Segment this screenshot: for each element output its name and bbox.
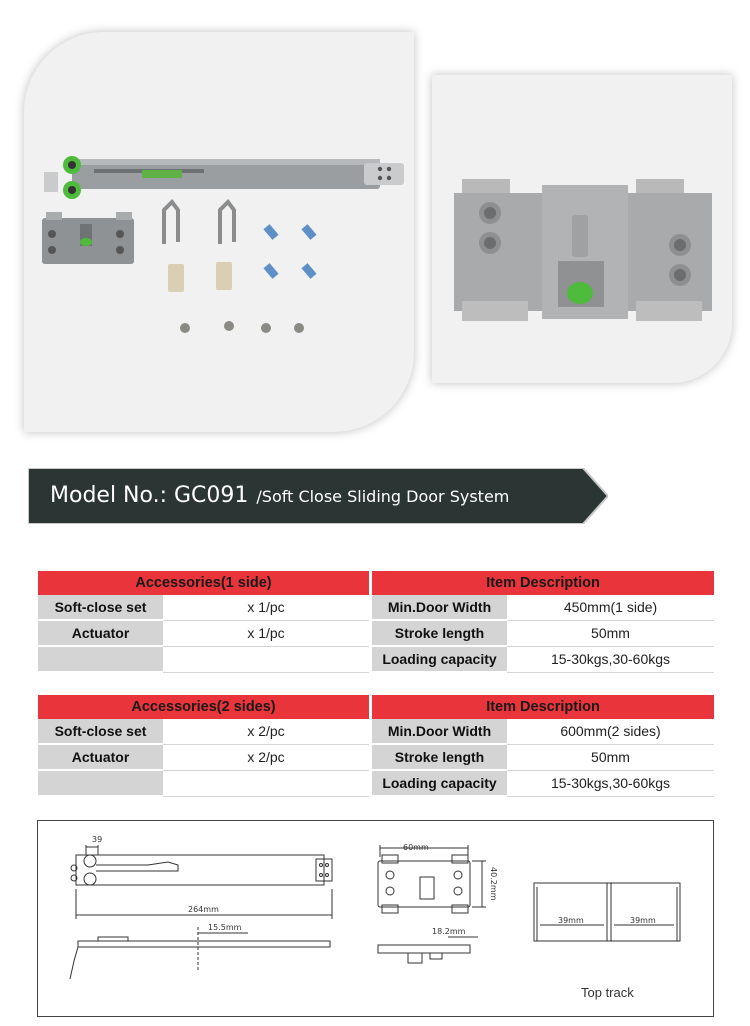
dim-label: 18.2mm — [432, 927, 466, 936]
item-name: Stroke length — [372, 744, 507, 770]
dim-label: 60mm — [403, 843, 429, 852]
table-header-item-description: Item Description — [372, 571, 714, 595]
item-value: 15-30kgs,30-60kgs — [507, 770, 714, 796]
accessory-qty — [163, 770, 369, 796]
top-track-label: Top track — [581, 985, 634, 1000]
dim-label: 39mm — [558, 916, 584, 925]
accessory-name: Actuator — [38, 620, 163, 646]
item-value: 50mm — [507, 620, 714, 646]
item-value: 50mm — [507, 744, 714, 770]
item-name: Stroke length — [372, 620, 507, 646]
item-name: Loading capacity — [372, 770, 507, 796]
item-value: 600mm(2 sides) — [507, 719, 714, 744]
accessory-name — [38, 646, 163, 672]
soft-close-bar — [44, 156, 404, 199]
accessory-name: Actuator — [38, 744, 163, 770]
item-name: Min.Door Width — [372, 595, 507, 620]
table-row — [38, 719, 714, 744]
model-description: /Soft Close Sliding Door System — [256, 487, 510, 506]
dim-label: 264mm — [188, 905, 219, 914]
item-value: 15-30kgs,30-60kgs — [507, 646, 714, 672]
dim-label: 39mm — [630, 916, 656, 925]
dim-label: 15.5mm — [208, 923, 242, 932]
actuator-closeup-photo — [432, 75, 732, 383]
accessory-name: Soft-close set — [38, 719, 163, 744]
item-name: Min.Door Width — [372, 719, 507, 744]
spec-table-2-sides — [38, 695, 714, 797]
table-row — [38, 646, 714, 672]
dim-label: 39 — [92, 835, 103, 844]
model-banner — [28, 468, 608, 524]
accessory-qty: x 2/pc — [163, 744, 369, 770]
accessory-qty: x 1/pc — [163, 595, 369, 620]
spec-table-1-side — [38, 571, 714, 673]
table-header-item-description: Item Description — [372, 695, 714, 719]
accessory-name: Soft-close set — [38, 595, 163, 620]
accessory-qty: x 1/pc — [163, 620, 369, 646]
actuator-block — [42, 212, 134, 264]
product-kit-photo — [24, 32, 414, 432]
accessory-qty — [163, 646, 369, 672]
table-header-accessories: Accessories(1 side) — [38, 571, 369, 595]
table-row — [38, 744, 714, 770]
dim-label: 40.2mm — [489, 867, 498, 901]
model-number: Model No.: GC091 — [50, 483, 249, 508]
table-row — [38, 595, 714, 620]
item-value: 450mm(1 side) — [507, 595, 714, 620]
table-header-accessories: Accessories(2 sides) — [38, 695, 369, 719]
accessory-qty: x 2/pc — [163, 719, 369, 744]
table-row — [38, 770, 714, 796]
accessory-name — [38, 770, 163, 796]
item-name: Loading capacity — [372, 646, 507, 672]
table-row — [38, 620, 714, 646]
technical-drawing — [37, 820, 714, 1017]
metal-clips — [164, 202, 234, 244]
